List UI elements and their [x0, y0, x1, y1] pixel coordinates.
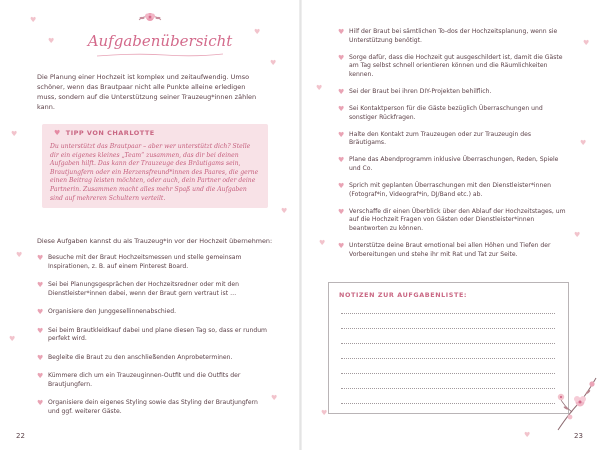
heart-icon: ♥	[338, 156, 345, 165]
page-title: Aufgabenübersicht	[87, 32, 233, 50]
tip-box	[42, 124, 268, 208]
list-item-text: Hilf der Braut bei sämtlichen To-dos der Hochzeitsplanung, wenn sie Unterstützung benötigt.	[349, 28, 558, 44]
heart-icon: ♥	[524, 431, 531, 439]
heart-icon: ♥	[338, 207, 345, 216]
heart-icon: ♥	[37, 372, 44, 380]
list-item	[37, 354, 267, 363]
list-item-text: Kümmere dich um ein Trauzeuginnen-Outfit und die Outfits der Brautjungfern.	[48, 372, 241, 388]
list-item-text: Besuche mit der Braut Hochzeitsmessen und stelle gemeinsam Inspirationen, z. B. auf einem Pinterest Board.	[48, 254, 242, 270]
heart-icon: ♥	[338, 182, 345, 191]
heart-icon: ♥	[271, 394, 278, 402]
list-item-text: Sei bei Planungsgesprächen der Hochzeitsredner oder mit den Dienstleister*innen dabei, wenn der Braut gern vertraut ist …	[48, 281, 239, 297]
heart-icon: ♥	[270, 59, 277, 67]
heart-icon: ♥	[281, 207, 288, 215]
flower-icon	[137, 10, 163, 26]
heart-icon: ♥	[37, 281, 44, 289]
heart-icon: ♥	[16, 251, 23, 259]
heart-icon: ♥	[30, 16, 37, 24]
branch-illustration	[550, 372, 600, 432]
heart-icon: ♥	[9, 335, 16, 343]
notes-heading: NOTIZEN ZUR AUFGABENLISTE:	[339, 291, 468, 299]
list-item	[37, 254, 267, 271]
notes-line[interactable]	[341, 373, 555, 374]
tip-heading-label: TIPP VON CHARLOTTE	[65, 129, 155, 137]
title-underline	[95, 52, 225, 58]
list-item-text: Sei Kontaktperson für die Gäste bezüglich Überraschungen und sonstiger Rückfragen.	[349, 105, 543, 121]
heart-icon: ♥	[37, 326, 44, 335]
intro-paragraph: Die Planung einer Hochzeit ist komplex und zeitaufwendig. Umso schöner, wenn das Brautpaar nicht alle Punkte alleine erledigen muss, sondern auf die Unterstützung seiner Trauzeug*innen zählen kann.	[37, 73, 257, 111]
list-item	[338, 242, 566, 259]
list-item	[37, 308, 267, 317]
list-item-text: Halte den Kontakt zum Trauzeugen oder zur Trauzeugin des Bräutigams.	[349, 130, 532, 147]
list-item	[37, 327, 267, 344]
notes-line[interactable]	[341, 358, 555, 359]
list-item	[37, 372, 267, 389]
list-item	[338, 156, 566, 173]
section-title-block	[85, 10, 235, 58]
tip-text: Du unterstützt das Brautpaar – aber wer unterstützt dich? Stelle dir ein eigenes kleines „Team“ zusammen, das dir bei deinen Aufgaben hilft. Das kann der Trauzeuge des Bräutigams sein, Brautjungfern oder ein Herzensfreund*innen des Paares, die gerne einen Beitrag leisten möchten, oder auch, dein Partner oder deine Partnerin. Zusammen macht alles mehr Spaß und die Aufgaben sind auf mehreren Schultern verteilt.	[50, 143, 259, 202]
list-item	[37, 281, 267, 298]
left-page	[0, 0, 299, 450]
heart-icon: ♥	[37, 254, 44, 262]
list-item-text: Organisiere dein eigenes Styling sowie das Styling der Brautjungfern und ggf. weiterer Gäste.	[48, 399, 258, 415]
heart-icon: ♥	[319, 239, 326, 247]
heart-icon: ♥	[338, 87, 345, 96]
task-list-right	[338, 28, 566, 268]
list-item	[338, 105, 566, 122]
heart-icon: ♥	[37, 308, 44, 316]
list-item-text: Sprich mit geplanten Überraschungen mit den Dienstleister*innen (Fotograf*in, Videograf*in, DJ/Band etc.) ab.	[349, 182, 551, 198]
page-number-right: 23	[574, 432, 583, 440]
list-item	[338, 88, 566, 97]
notes-line[interactable]	[341, 313, 555, 314]
list-item-text: Organisiere den Junggesellinnenabschied.	[48, 308, 177, 315]
right-page	[302, 0, 600, 450]
heart-icon: ♥	[338, 105, 345, 114]
notes-line[interactable]	[341, 388, 555, 389]
heart-icon: ♥	[321, 409, 328, 417]
heart-icon: ♥	[574, 231, 581, 239]
notes-box	[328, 282, 569, 414]
heart-icon: ♥	[338, 242, 345, 251]
list-item	[338, 131, 566, 148]
notes-line[interactable]	[341, 403, 555, 404]
heart-icon: ♥	[580, 139, 587, 147]
list-item-text: Sei beim Brautkleidkauf dabei und plane diesen Tag so, dass er rundum perfekt wird.	[48, 326, 267, 342]
list-item-text: Verschaffe dir einen Überblick über den Ablauf der Hochzeitstages, um auf die Hochzeit Fragen von Gästen oder Dienstleister*innen beantworten zu können.	[349, 207, 566, 232]
tasks-heading: Diese Aufgaben kannst du als Trauzeug*in vor der Hochzeit übernehmen:	[37, 237, 273, 245]
list-item-text: Sei der Braut bei ihren DIY-Projekten behilflich.	[349, 87, 492, 95]
heart-icon: ♥	[338, 130, 345, 139]
list-item-text: Plane das Abendprogramm inklusive Überraschungen, Reden, Spiele und Co.	[349, 156, 559, 173]
heart-icon: ♥	[316, 84, 323, 92]
list-item	[37, 399, 267, 416]
heart-icon: ♥	[48, 37, 55, 45]
list-item	[338, 182, 566, 199]
heart-icon: ♥	[254, 28, 261, 36]
notes-line[interactable]	[341, 328, 555, 329]
heart-icon: ♥	[583, 39, 590, 47]
list-item	[338, 208, 566, 234]
tip-heading	[54, 129, 155, 137]
notes-line[interactable]	[341, 343, 555, 344]
heart-icon: ♥	[54, 129, 61, 137]
heart-icon: ♥	[11, 130, 18, 138]
heart-icon: ♥	[338, 28, 345, 36]
list-item	[338, 54, 566, 80]
heart-icon: ♥	[338, 53, 345, 62]
list-item	[338, 28, 566, 45]
list-item-text: Unterstütze deine Braut emotional bei allen Höhen und Tiefen der Vorbereitungen und stehe ihr mit Rat und Tat zur Seite.	[349, 242, 551, 258]
task-list-left	[37, 254, 267, 426]
list-item-text: Begleite die Braut zu den anschließenden Anprobeterminen.	[48, 353, 233, 361]
heart-icon: ♥	[37, 353, 44, 362]
heart-icon: ♥	[37, 399, 44, 407]
page-number-left: 22	[16, 432, 25, 440]
list-item-text: Sorge dafür, dass die Hochzeit gut ausgeschildert ist, damit die Gäste am Tag selbst schnell orientieren können und die Räumlichkeiten kennen.	[349, 53, 563, 78]
